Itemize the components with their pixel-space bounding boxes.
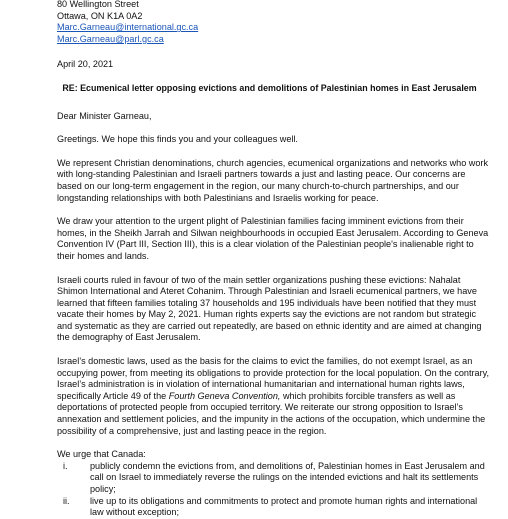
email-link-international[interactable]: Marc.Garneau@international.gc.ca: [57, 22, 199, 33]
urge-item-numeral: ii.: [63, 495, 70, 506]
domestic-laws-text-a: Israel’s domestic laws, used as the basis for the claims to evict the families, do not exempt Israel, as an occupying power, from meeting its obligations to provide protection for the local population. On the contrary, Israel’s administration is in violation of international humanitarian and international human rights laws, specifically Article 49 of the: [57, 356, 490, 401]
urge-item: [57, 496, 492, 519]
paragraph-domestic-laws: [57, 356, 492, 437]
geneva-convention-title: Fourth Geneva Convention,: [168, 390, 281, 401]
urge-item-text: live up to its obligations and commitments to protect and promote human rights and international law without exception;: [90, 495, 478, 518]
salutation: Dear Minister Garneau,: [57, 110, 152, 121]
recipient-address: [57, 0, 492, 45]
urge-intro: We urge that Canada:: [57, 449, 146, 460]
urge-item-numeral: i.: [63, 460, 68, 471]
email-link-parl[interactable]: Marc.Garneau@parl.gc.ca: [57, 33, 164, 44]
urge-item-text: publicly condemn the evictions from, and demolitions of, Palestinian homes in East Jerusalem and call on Israel to immediately reverse the rulings on the intended evictions and halt its settlements policy;: [90, 460, 485, 494]
paragraph-evictions-plight: We draw your attention to the urgent plight of Palestinian families facing imminent evictions from their homes, in the Sheikh Jarrah and Silwan neighbourhoods in occupied East Jerusalem. According to Geneva Convention IV (Part III, Section III), this is a clear violation of the Palestinian people's inalienable right to their homes and lands.: [57, 216, 489, 261]
domestic-laws-text-b: which prohibits forcible transfers as well as deportations of protected people from occupied territory. We reiterate our strong opposition to Israel’s annexation and settlement policies, and the impunity in the actions of the occupation, which undermine the possibility of a comprehensive, just and lasting peace in the region.: [57, 390, 486, 436]
address-street: 80 Wellington Street: [57, 0, 139, 9]
urge-list: [57, 461, 492, 519]
paragraph-court-rulings: Israeli courts ruled in favour of two of the main settler organizations pushing these evictions: Nahalat Shimon International and Ateret Cohanim. Through Palestinian and Israeli ecumenical partners, we have learned that fifteen families totaling 37 households and 195 individuals have been notified that they must vacate their homes by May 2, 2021. Human rights experts say the evictions are not random but strategic and systematic as they are carried out repeatedly, are based on ethnic identity and are aimed at changing the demography of East Jerusalem.: [57, 274, 482, 343]
subject-line: RE: Ecumenical letter opposing evictions and demolitions of Palestinian homes in East Jerusalem: [62, 82, 477, 93]
address-city: Ottawa, ON K1A 0A2: [57, 10, 143, 21]
paragraph-representation: We represent Christian denominations, church agencies, ecumenical organizations and networks who work with long-standing Palestinian and Israeli partners towards a just and lasting peace. Our concerns are based on our long-term engagement in the region, our many church-to-church partnerships, and our longstanding relationships with both Palestinians and Israelis working for peace.: [57, 157, 488, 203]
urge-item: [57, 461, 492, 496]
greeting-paragraph: Greetings. We hope this finds you and your colleagues well.: [57, 134, 298, 145]
letter-date: April 20, 2021: [57, 59, 114, 70]
